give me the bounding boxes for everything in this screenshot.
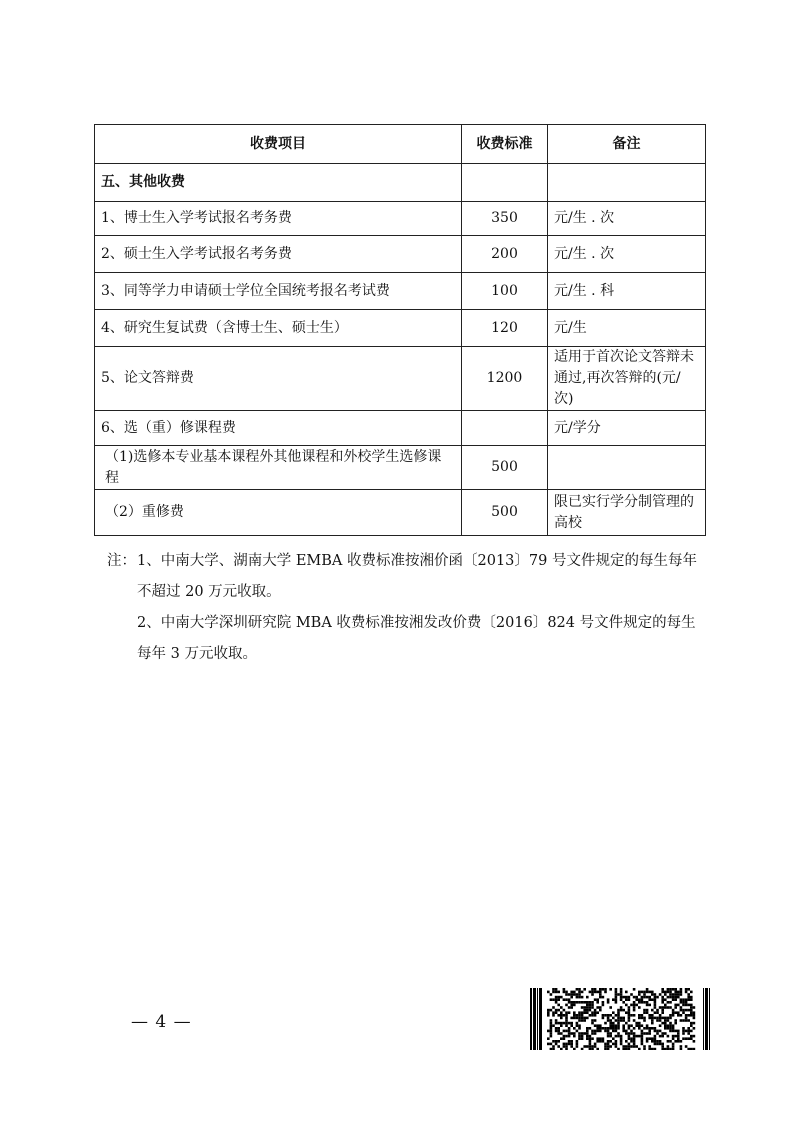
table-row [95,202,706,236]
note-1 [107,546,707,608]
table-row [95,411,706,446]
table-row [95,490,706,536]
cell-item: 五、其他收费 [95,164,462,202]
cell-amount: 350 [462,202,548,236]
cell-item: 4、研究生复试费（含博士生、硕士生） [95,310,462,347]
table-row [95,310,706,347]
cell-remark: 限已实行学分制管理的高校 [548,490,706,536]
cell-item: 6、选（重）修课程费 [95,411,462,446]
cell-remark: 元/生 . 次 [548,202,706,236]
cell-remark [548,164,706,202]
table-row [95,446,706,490]
header-item: 收费项目 [95,125,462,164]
note-text: 2、中南大学深圳研究院 MBA 收费标准按湘发改价费〔2016〕824 号文件规定的每生每年 3 万元收取。 [137,615,696,662]
cell-remark: 元/生 . 次 [548,236,706,273]
cell-remark: 元/生 . 科 [548,273,706,310]
notes [107,546,707,670]
cell-item: 5、论文答辩费 [95,347,462,411]
cell-amount [462,164,548,202]
cell-amount: 500 [462,490,548,536]
cell-remark [548,446,706,490]
note-prefix: 注： [107,553,136,569]
cell-item: （1)选修本专业基本课程外其他课程和外校学生选修课程 [95,446,462,490]
page-number: — 4 — [131,1012,192,1032]
header-remark: 备注 [548,125,706,164]
qr-barcode-image [527,988,714,1050]
cell-item: 3、同等学力申请硕士学位全国统考报名考试费 [95,273,462,310]
table-header-row [95,125,706,164]
cell-item: 2、硕士生入学考试报名考务费 [95,236,462,273]
cell-remark: 元/生 [548,310,706,347]
table-row [95,347,706,411]
note-text: 1、中南大学、湖南大学 EMBA 收费标准按湘价函〔2013〕79 号文件规定的每生每年不超过 20 万元收取。 [137,553,697,600]
cell-amount: 200 [462,236,548,273]
cell-amount: 100 [462,273,548,310]
cell-item: （2）重修费 [95,490,462,536]
cell-amount [462,411,548,446]
cell-amount: 500 [462,446,548,490]
cell-item: 1、博士生入学考试报名考务费 [95,202,462,236]
cell-amount: 120 [462,310,548,347]
table-row [95,164,706,202]
fee-table [94,124,706,536]
cell-remark: 适用于首次论文答辩未通过,再次答辩的(元/次) [548,347,706,411]
note-2 [107,608,707,670]
table-row [95,273,706,310]
cell-amount: 1200 [462,347,548,411]
header-amount: 收费标准 [462,125,548,164]
table-row [95,236,706,273]
cell-remark: 元/学分 [548,411,706,446]
